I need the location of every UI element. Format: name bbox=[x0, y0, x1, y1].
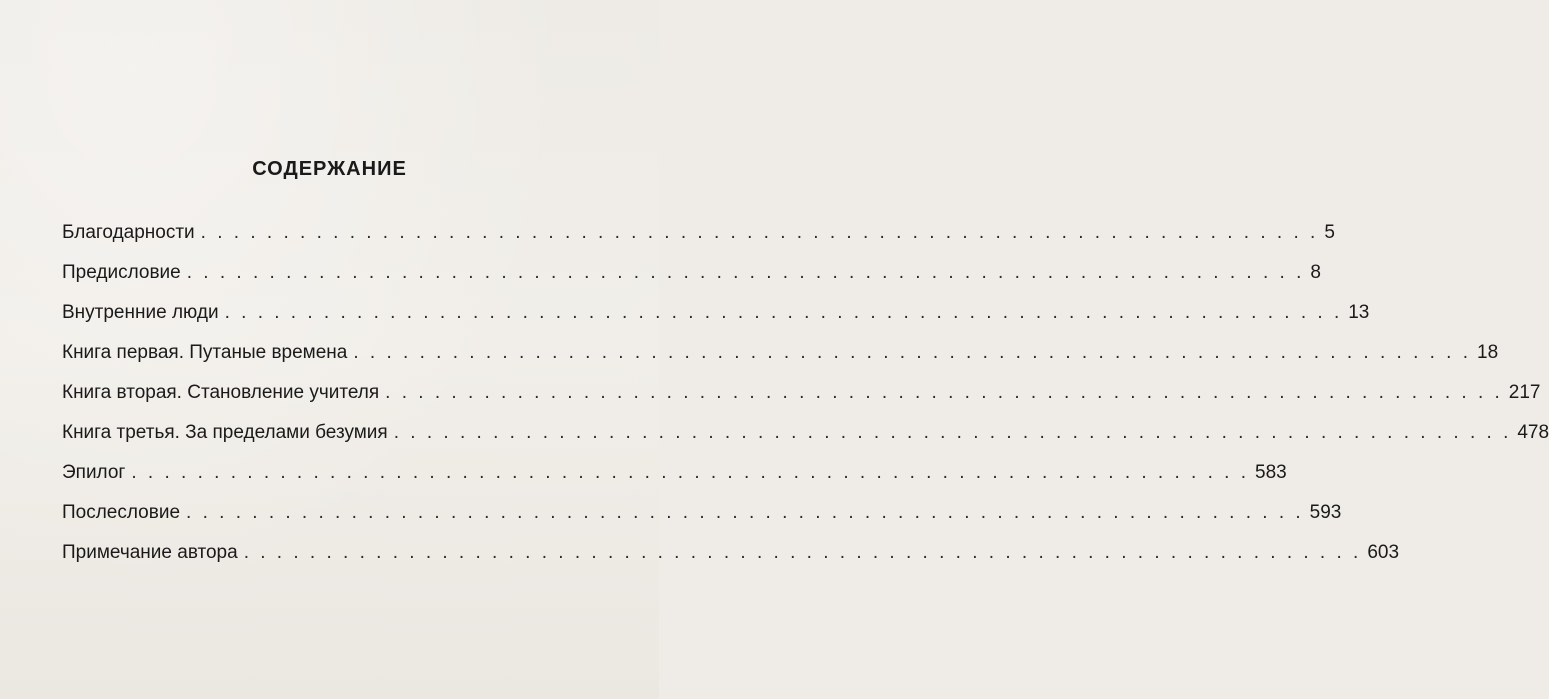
toc-leader-dots: . . . . . . . . . . . . . . . . . . . . . . . . . . . . . . . . . . . . . . . . . . . . . . . . . . . . . . . . . . . . . . . . . . . . bbox=[243, 542, 1362, 563]
toc-entry[interactable] bbox=[62, 342, 1499, 382]
toc-entry-label: Благодарности bbox=[62, 222, 195, 243]
toc-entry-page: 5 bbox=[1324, 222, 1335, 243]
toc-entry-page: 8 bbox=[1310, 262, 1321, 283]
toc-entry-page: 13 bbox=[1348, 302, 1370, 323]
toc-entry[interactable] bbox=[62, 222, 1335, 262]
toc-leader-dots: . . . . . . . . . . . . . . . . . . . . . . . . . . . . . . . . . . . . . . . . . . . . . . . . . . . . . . . . . . . . . . . . . . . . bbox=[186, 502, 1304, 523]
toc-entry-page: 217 bbox=[1508, 382, 1541, 403]
toc-leader-dots: . . . . . . . . . . . . . . . . . . . . . . . . . . . . . . . . . . . . . . . . . . . . . . . . . . . . . . . . . . . . . . . . . . . . bbox=[131, 462, 1249, 483]
toc-entry-page: 603 bbox=[1367, 542, 1400, 563]
toc-entry-page: 593 bbox=[1309, 502, 1342, 523]
toc-entry-label: Внутренние люди bbox=[62, 302, 219, 323]
toc-entry[interactable] bbox=[62, 262, 1321, 302]
toc-leader-dots: . . . . . . . . . . . . . . . . . . . . . . . . . . . . . . . . . . . . . . . . . . . . . . . . . . . . . . . . . . . . . . . . . . . . bbox=[186, 262, 1305, 283]
toc-entry-label: Послесловие bbox=[62, 502, 181, 523]
bleed-through-text-top bbox=[60, 0, 660, 132]
toc-entry[interactable] bbox=[62, 422, 1549, 462]
toc-entry-label: Книга вторая. Становление учителя bbox=[62, 382, 380, 403]
toc-entry-label: Предисловие bbox=[62, 262, 181, 283]
toc-leader-dots: . . . . . . . . . . . . . . . . . . . . . . . . . . . . . . . . . . . . . . . . . . . . . . . . . . . . . . . . . . . . . . . . . . . . bbox=[353, 342, 1472, 363]
toc-entry[interactable] bbox=[62, 302, 1370, 342]
toc-entry-label: Примечание автора bbox=[62, 542, 238, 563]
toc-entry-page: 18 bbox=[1477, 342, 1499, 363]
toc-leader-dots: . . . . . . . . . . . . . . . . . . . . . . . . . . . . . . . . . . . . . . . . . . . . . . . . . . . . . . . . . . . . . . . . . . . . bbox=[200, 222, 1319, 243]
toc-leader-dots: . . . . . . . . . . . . . . . . . . . . . . . . . . . . . . . . . . . . . . . . . . . . . . . . . . . . . . . . . . . . . . . . . . . . bbox=[224, 302, 1343, 323]
toc-entry[interactable] bbox=[62, 382, 1541, 422]
toc-entry-page: 478 bbox=[1517, 422, 1549, 443]
toc-entry-label: Книга третья. За пределами безумия bbox=[62, 422, 388, 443]
toc-entry[interactable] bbox=[62, 462, 1287, 502]
page-title: СОДЕРЖАНИЕ bbox=[252, 158, 407, 180]
toc-entry-label: Эпилог bbox=[62, 462, 126, 483]
table-of-contents bbox=[62, 222, 1549, 582]
toc-entry-page: 583 bbox=[1255, 462, 1287, 483]
toc-entry[interactable] bbox=[62, 502, 1342, 542]
toc-entry-label: Книга первая. Путаные времена bbox=[62, 342, 348, 363]
toc-entry[interactable] bbox=[62, 542, 1400, 582]
toc-leader-dots: . . . . . . . . . . . . . . . . . . . . . . . . . . . . . . . . . . . . . . . . . . . . . . . . . . . . . . . . . . . . . . . . . . . . bbox=[393, 422, 1512, 443]
toc-leader-dots: . . . . . . . . . . . . . . . . . . . . . . . . . . . . . . . . . . . . . . . . . . . . . . . . . . . . . . . . . . . . . . . . . . . . bbox=[385, 382, 1503, 403]
